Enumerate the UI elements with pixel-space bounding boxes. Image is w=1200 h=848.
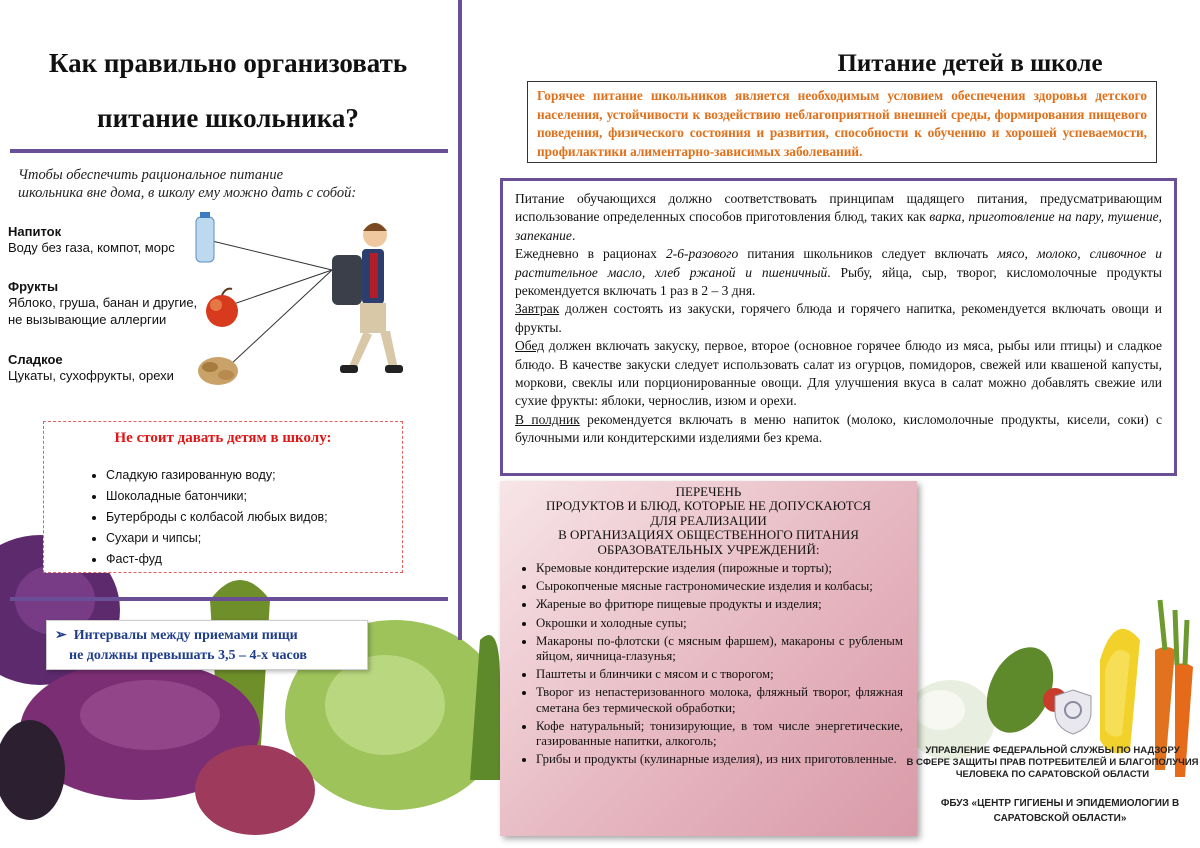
- list-item: • Паштеты и блинчики с мясом и с творогом;: [536, 667, 903, 682]
- item-fruits: Фрукты Яблоко, груша, банан и другие, не вызывающие аллергии: [8, 279, 198, 327]
- meal-interval-box: ➢ Интервалы между приемами пищи не должны превышать 3,5 – 4-х часов: [46, 620, 368, 670]
- rules-paragraph-1: Питание обучающихся должно соответствовать принципам щадящего питания, предусматривающим использование определенных способов приготовления блюд, таких как варка, приготовление на пару, тушение, запекание.: [515, 191, 1162, 243]
- rules-paragraph-5: В полдник рекомендуется включать в меню напиток (молоко, кисломолочные продукты, кисели, соки) с булочными или кондитерскими изделиями без крема.: [515, 411, 1162, 446]
- list-item: • Сырокопченые мясные гастрономические изделия и колбасы;: [536, 579, 903, 594]
- list-item: • Окрошки и холодные супы;: [536, 616, 903, 631]
- lunch-diagram: [180, 205, 420, 395]
- list-item: • Фаст-фуд: [106, 549, 402, 570]
- right-title: Питание детей в школе: [837, 50, 1103, 77]
- left-title-line1: Как правильно организовать: [48, 48, 408, 78]
- left-divider-bottom: [10, 597, 448, 601]
- list-item: • Сладкую газированную воду;: [106, 465, 402, 486]
- not-allowed-box: [43, 421, 403, 573]
- nutrition-rules-box: [500, 178, 1177, 476]
- nuts-icon: [198, 357, 238, 385]
- list-item: • Творог из непастеризованного молока, фляжный творог, фляжная сметана без термической обработки;: [536, 685, 903, 715]
- org-hygiene-center: ФБУЗ «ЦЕНТР ГИГИЕНЫ И ЭПИДЕМИОЛОГИИ В САРАТОВСКОЙ ОБЛАСТИ»: [940, 798, 1180, 824]
- list-item: • Макароны по-флотски (с мясным фаршем), макароны с рубленым яйцом, яичница-глазунья;: [536, 634, 903, 664]
- prohibited-products-box: ПЕРЕЧЕНЬ ПРОДУКТОВ И БЛЮД, КОТОРЫЕ НЕ ДОПУСКАЮТСЯ ДЛЯ РЕАЛИЗАЦИИ В ОРГАНИЗАЦИЯХ ОБЩЕСТВЕННОГО ПИТАНИЯ ОБРАЗОВАТЕЛЬНЫХ УЧРЕЖДЕНИЙ: • Кремовые кондитерские изделия (пирожные и торты); • Сырокопченые мясные гастрономические изделия и колбасы; • Жареные во фритюре пищевые продукты и изделия; • Окрошки и холодные супы; • Макароны по-флотски (с мясным фаршем), макароны с рубленым яйцом, яичница-глазунья; • Паштеты и блинчики с мясом и с творогом; • Творог из непастеризованного молока, фляжный творог, фляжная сметана без термической обработки; • Кофе натуральный; тонизирующие, в том числе энергетические, газированные напитки, алкоголь; • Грибы и продукты (кулинарные изделия), из них приготовленные.: [500, 481, 917, 836]
- rules-paragraph-3: Завтрак должен состоять из закуски, горячего блюда и горячего напитка, рекомендуется включать овощи и фрукты.: [515, 301, 1162, 335]
- list-item: • Шоколадные батончики;: [106, 486, 402, 507]
- list-item: • Жареные во фритюре пищевые продукты и изделия;: [536, 597, 903, 612]
- org-rospotrebnadzor: УПРАВЛЕНИЕ ФЕДЕРАЛЬНОЙ СЛУЖБЫ ПО НАДЗОРУ В СФЕРЕ ЗАЩИТЫ ПРАВ ПОТРЕБИТЕЛЕЙ И БЛАГОПОЛУЧИЯ ЧЕЛОВЕКА ПО САРАТОВСКОЙ ОБЛАСТИ: [906, 745, 1199, 780]
- vegetables-right-illustration: [905, 540, 1200, 780]
- left-title-line2: питание школьника?: [97, 103, 359, 133]
- column-divider: [458, 0, 462, 640]
- rules-paragraph-2: Ежедневно в рационах 2-6-разового питания школьников следует включать мясо, молоко, сливочное и растительное масло, хлеб ржаной и пшеничный. Рыбу, яйца, сыр, творог, кисломолочные продукты рекомендуется включать 1 раз в 2 – 3 дня.: [515, 246, 1163, 299]
- rules-paragraph-4: Обед должен включать закуску, первое, второе (основное горячее блюдо из мяса, рыбы или птицы) и сладкое блюдо. В качестве закуски следует использовать салат из огурцов, помидоров, свежей или квашеной капусты, моркови, свеклы или порционированные овощи. Для улучшения вкуса в салат можно добавлять свежие или сухие фрукты: яблоки, чернослив, изюм и орехи.: [515, 338, 1162, 409]
- water-bottle-icon: [196, 212, 214, 262]
- rospotrebnadzor-emblem-icon: [1052, 688, 1094, 736]
- not-allowed-list: [106, 465, 402, 570]
- intro-text: Чтобы обеспечить рациональное питание школьника вне дома, в школу ему можно дать с собой:: [18, 167, 357, 201]
- list-item: • Бутерброды с колбасой любых видов;: [106, 507, 402, 528]
- list-item: • Кофе натуральный; тонизирующие, в том числе энергетические, газированные напитки, алкоголь;: [536, 719, 903, 749]
- arrow-bullet-icon: ➢: [55, 628, 67, 643]
- list-item: • Кремовые кондитерские изделия (пирожные и торты);: [536, 561, 903, 576]
- left-divider-top: [10, 149, 448, 153]
- schoolboy-icon: [332, 223, 403, 373]
- list-item: • Грибы и продукты (кулинарные изделия), из них приготовленные.: [536, 752, 903, 767]
- prohibited-products-list: [536, 561, 903, 767]
- list-item: • Сухари и чипсы;: [106, 528, 402, 549]
- not-allowed-title: Не стоит давать детям в школу:: [114, 430, 332, 446]
- item-drink: Напиток Воду без газа, компот, морс: [8, 224, 175, 255]
- hot-meal-box: Горячее питание школьников является необходимым условием обеспечения здоровья детского населения, устойчивости к воздействию неблагоприятной внешней среды, формирования пищевого поведения, физического состояния и развития, способности к обучению и хорошей успеваемости, профилактики алиментарно-зависимых заболеваний.: [527, 81, 1157, 163]
- apple-icon: [206, 289, 238, 327]
- item-sweets: Сладкое Цукаты, сухофрукты, орехи: [8, 352, 174, 383]
